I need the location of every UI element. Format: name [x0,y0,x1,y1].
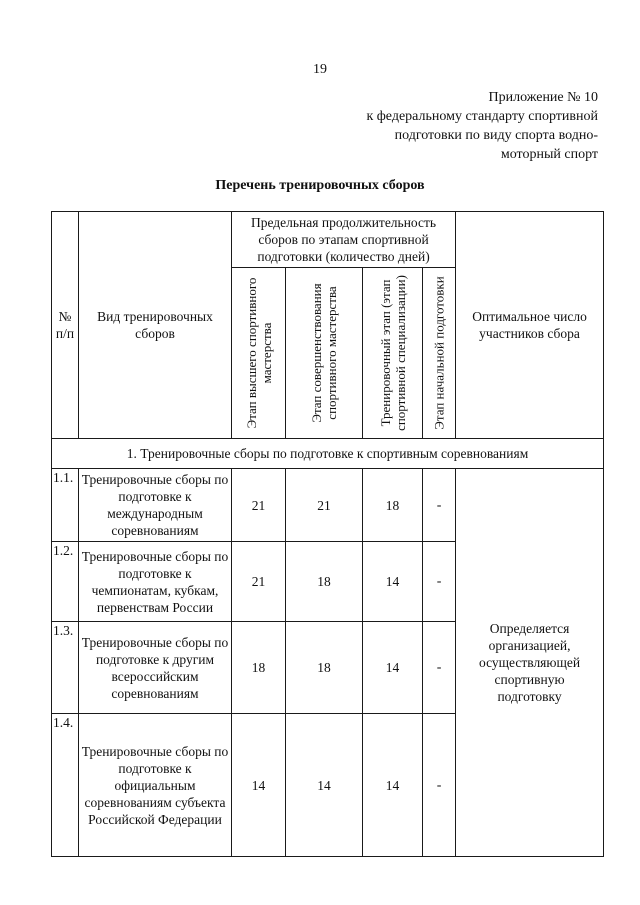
row-name: Тренировочные сборы по подготовке к международным соревнованиям [79,469,232,542]
value-training: 14 [363,622,423,714]
header-stage-higher-text: Этап высшего спортивного мастерства [243,277,274,429]
header-duration-group: Предельная продолжительность сборов по этапам спортивной подготовки (количество дней) [232,212,456,268]
appendix-line: к федеральному стандарту спортивной [366,109,598,124]
appendix-heading [298,88,598,164]
row-number: 1.3. [52,622,79,714]
header-stage-initial [423,268,456,439]
row-name: Тренировочные сборы по подготовке к чемпионатам, кубкам, первенствам России [79,542,232,622]
document-title: Перечень тренировочных сборов [215,178,425,193]
row-number: 1.2. [52,542,79,622]
header-stage-initial-text: Этап начальной подготовки [431,276,447,430]
appendix-line: моторный спорт [500,147,598,162]
value-training: 14 [363,542,423,622]
value-improvement: 18 [286,542,363,622]
appendix-line: подготовки по виду спорта водно- [394,128,598,143]
value-training: 14 [363,714,423,857]
row-number: 1.4. [52,714,79,857]
value-higher: 14 [232,714,286,857]
value-training: 18 [363,469,423,542]
header-stage-training [363,268,423,439]
value-initial: - [423,469,456,542]
value-higher: 18 [232,622,286,714]
training-camps-table [51,211,604,857]
value-initial: - [423,714,456,857]
row-number: 1.1. [52,469,79,542]
value-improvement: 21 [286,469,363,542]
value-initial: - [423,542,456,622]
value-higher: 21 [232,469,286,542]
section-heading: 1. Тренировочные сборы по подготовке к спортивным соревнованиям [52,439,604,469]
header-kind: Вид тренировочных сборов [79,212,232,439]
page-number: 19 [313,62,327,77]
appendix-line: Приложение № 10 [488,90,598,105]
row-name: Тренировочные сборы по подготовке к официальным соревнованиям субъекта Российской Федерации [79,714,232,857]
value-improvement: 18 [286,622,363,714]
header-stage-improvement-text: Этап совершенствования спортивного мастерства [309,283,339,423]
header-stage-improvement [286,268,363,439]
header-number: № п/п [52,212,79,439]
header-participants: Оптимальное число участников сбора [456,212,604,439]
header-stage-higher [232,268,286,439]
value-initial: - [423,622,456,714]
row-name: Тренировочные сборы по подготовке к другим всероссийским соревнованиям [79,622,232,714]
value-improvement: 14 [286,714,363,857]
participants-merged: Определяется организацией, осуществляющей спортивную подготовку [456,469,604,857]
header-stage-training-text: Тренировочный этап (этап спортивной специализации) [377,275,408,431]
value-higher: 21 [232,542,286,622]
